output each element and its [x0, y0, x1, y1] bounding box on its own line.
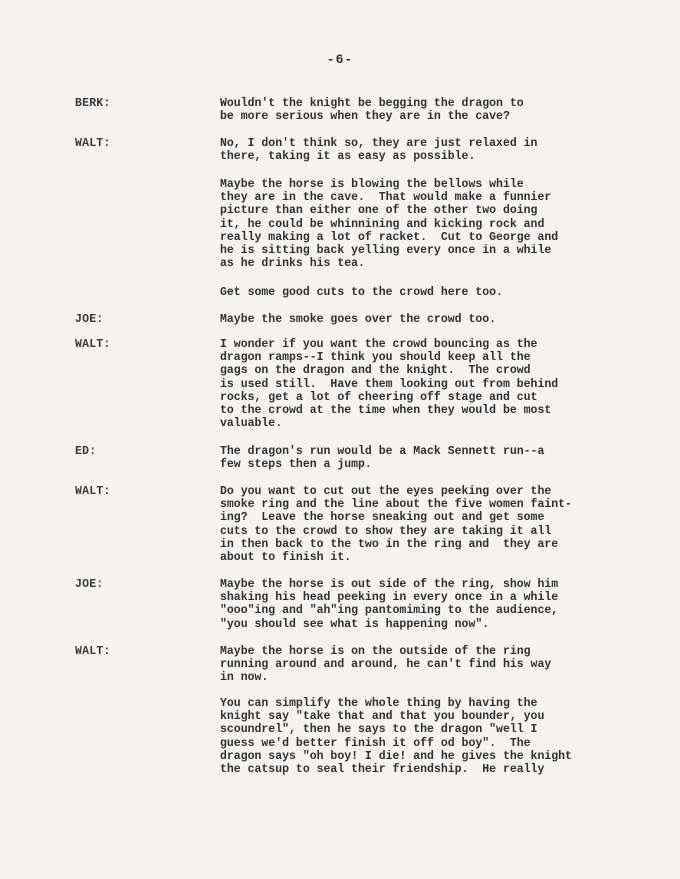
text-line: Maybe the horse is blowing the bellows while — [220, 178, 524, 191]
dialogue-text — [220, 313, 640, 326]
text-line: about to finish it. — [220, 551, 352, 565]
speaker-label: ED: — [75, 445, 97, 458]
text-line: The dragon's run would be a Mack Sennett run--a — [220, 445, 545, 458]
text-line: to the crowd at the time when they would be most — [220, 404, 552, 418]
text-line: be more serious when they are in the cave? — [220, 110, 510, 124]
dialogue-text — [220, 137, 640, 163]
text-line: as he drinks his tea. — [220, 257, 365, 271]
text-line: the catsup to seal their friendship. He really — [220, 763, 545, 777]
text-line: there, taking it as easy as possible. — [220, 150, 476, 164]
page-number: -6- — [326, 52, 354, 67]
text-line: valuable. — [220, 417, 283, 431]
text-line: dragon ramps--I think you should keep all the — [220, 351, 531, 365]
text-line: they are in the cave. That would make a funnier — [220, 191, 552, 205]
text-line: You can simplify the whole thing by having the — [220, 697, 538, 710]
text-line: running around and around, he can't find his way — [220, 658, 552, 672]
dialogue-text — [220, 445, 640, 471]
speaker-label: JOE: — [75, 313, 104, 326]
dialogue-text — [220, 97, 640, 123]
text-line: is used still. Have them looking out from behind — [220, 377, 559, 391]
text-line: "ooo"ing and "ah"ing pantomiming to the audience, — [220, 604, 559, 618]
text-line: knight say "take that and that you bounder, you — [220, 710, 545, 724]
dialogue-text — [220, 697, 640, 776]
text-line: few steps then a jump. — [220, 458, 372, 472]
speaker-label: WALT: — [75, 485, 111, 498]
text-line: in then back to the two in the ring and they are — [220, 537, 559, 551]
text-line: "you should see what is happening now". — [220, 617, 490, 631]
text-line: Maybe the horse is out side of the ring, show him — [220, 578, 559, 591]
text-line: Maybe the horse is on the outside of the ring — [220, 645, 531, 658]
text-line: he is sitting back yelling every once in a while — [220, 244, 552, 258]
text-line: dragon says "oh boy! I die! and he gives the knight — [220, 749, 572, 763]
text-line: in now. — [220, 671, 269, 685]
text-line: ing? Leave the horse sneaking out and get some — [220, 511, 545, 525]
dialogue-text — [220, 578, 640, 631]
text-line: Get some good cuts to the crowd here too. — [220, 286, 503, 299]
text-line: picture than either one of the other two doing — [220, 204, 538, 218]
text-line: Wouldn't the knight be begging the dragon to — [220, 97, 524, 110]
text-line: smoke ring and the line about the five women faint- — [220, 498, 572, 512]
text-line: guess we'd better finish it off od boy". The — [220, 736, 531, 750]
text-line: gags on the dragon and the knight. The crowd — [220, 364, 531, 378]
dialogue-text — [220, 286, 640, 299]
dialogue-text — [220, 178, 640, 270]
text-line: rocks, get a lot of cheering off stage and cut — [220, 390, 538, 404]
speaker-label: WALT: — [75, 338, 111, 351]
speaker-label: JOE: — [75, 578, 104, 591]
text-line: Maybe the smoke goes over the crowd too. — [220, 313, 497, 326]
text-line: No, I don't think so, they are just relaxed in — [220, 137, 538, 150]
speaker-label: WALT: — [75, 137, 111, 150]
text-line: it, he could be whinnining and kicking rock and — [220, 217, 545, 231]
text-line: really making a lot of racket. Cut to George and — [220, 230, 559, 244]
speaker-label: BERK: — [75, 97, 111, 110]
text-line: cuts to the crowd to show they are taking it all — [220, 524, 552, 538]
dialogue-text — [220, 645, 640, 685]
text-line: shaking his head peeking in every once in a while — [220, 591, 559, 605]
text-line: scoundrel", then he says to the dragon "well I — [220, 723, 538, 737]
text-line: Do you want to cut out the eyes peeking over the — [220, 485, 552, 498]
dialogue-text — [220, 485, 640, 564]
text-line: I wonder if you want the crowd bouncing as the — [220, 338, 538, 351]
dialogue-text — [220, 338, 640, 430]
speaker-label: WALT: — [75, 645, 111, 658]
